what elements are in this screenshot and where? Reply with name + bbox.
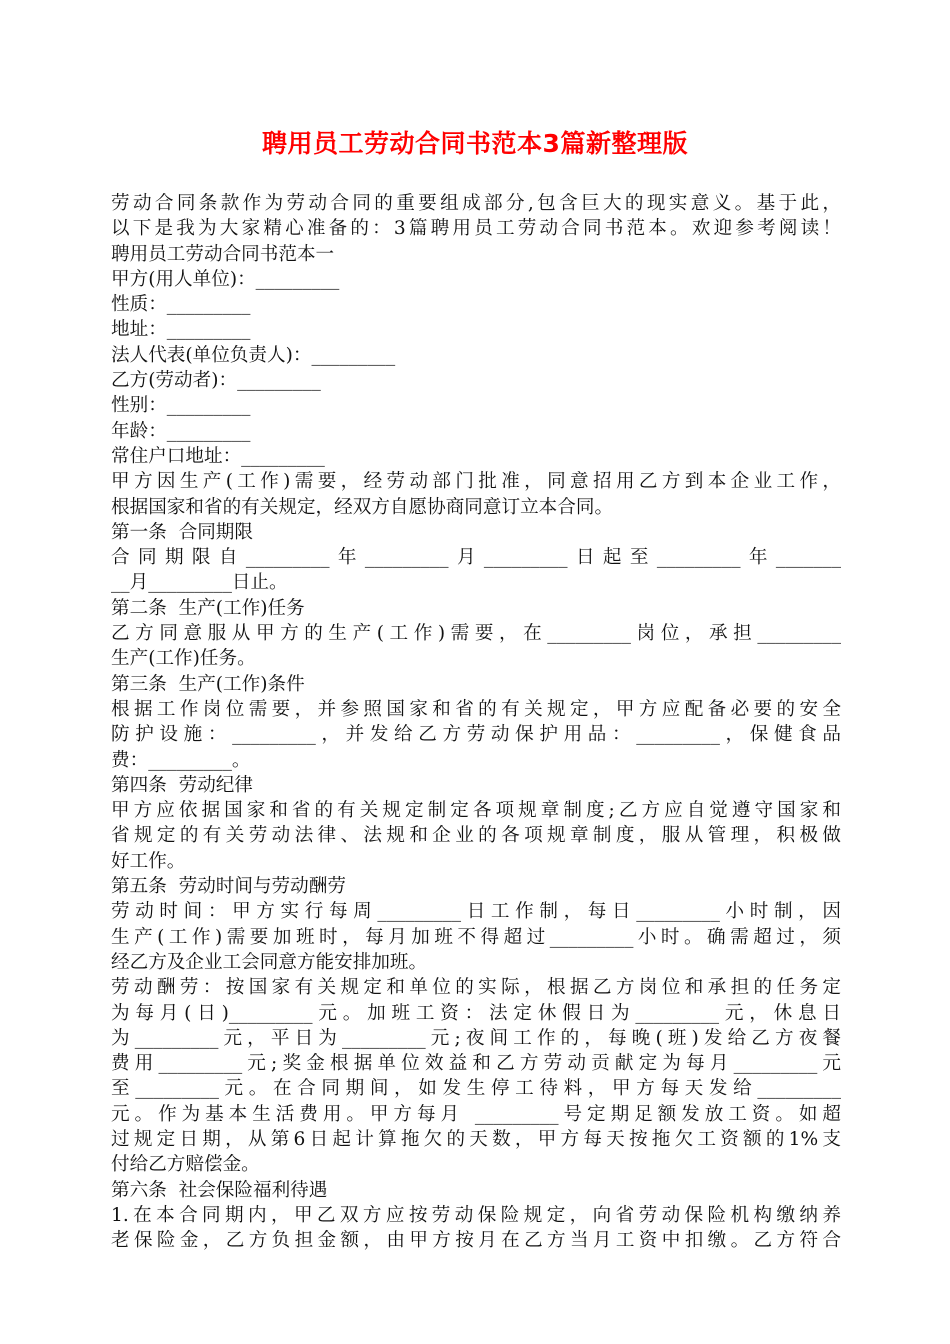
text-line: 乙方同意服从甲方的生产(工作)需要，在_________岗位，承担_________ (111, 623, 841, 645)
text-line: 为每月(日)_________元。加班工资：法定休假日为_________元，休息日 (111, 1002, 841, 1024)
text-line: 性质：_________ (111, 294, 251, 316)
text-line: 为_________元，平日为_________元;夜间工作的，每晚(班)发给乙方夜餐 (111, 1027, 841, 1049)
text-line: 乙方(劳动者)：_________ (111, 370, 321, 392)
text-line: 至_________元。在合同期间，如发生停工待料，甲方每天发给_________ (111, 1078, 841, 1100)
text-line: 法人代表(单位负责人)：_________ (111, 344, 396, 366)
text-line: 劳动合同条款作为劳动合同的重要组成部分,包含巨大的现实意义。基于此， (111, 193, 841, 214)
text-line: 过规定日期，从第6日起计算拖欠的天数，甲方每天按拖欠工资额的1%支 (111, 1128, 841, 1150)
text-line: 老保险金，乙方负担金额，由甲方按月在乙方当月工资中扣缴。乙方符合 (111, 1230, 841, 1252)
text-line: 经乙方及企业工会同意方能安排加班。 (111, 951, 428, 973)
text-line: 生产(工作)任务。 (111, 648, 256, 670)
text-line: 聘用员工劳动合同书范本一 (111, 243, 335, 265)
text-line: 甲方应依据国家和省的有关规定制定各项规章制度;乙方应自觉遵守国家和 (111, 800, 841, 822)
text-line: 付给乙方赔偿金。 (111, 1154, 260, 1176)
text-line: 第四条 劳动纪律 (111, 774, 253, 796)
text-line: 元。作为基本生活费用。甲方每月 _________号定期足额发放工资。如超 (111, 1103, 841, 1125)
text-line: 劳动时间：甲方实行每周_________日工作制，每日_________小时制，因 (111, 901, 841, 923)
text-line: __月_________日止。 (111, 572, 288, 594)
text-line: 生产(工作)需要加班时，每月加班不得超过_________小时。确需超过，须 (111, 926, 841, 948)
text-line: 好工作。 (111, 850, 186, 872)
text-line: 常住户口地址：_________ (111, 445, 325, 467)
text-line: 地址：_________ (111, 319, 251, 341)
text-line: 1.在本合同期内，甲乙双方应按劳动保险规定，向省劳动保险机构缴纳养 (111, 1204, 841, 1226)
text-line: 甲方(用人单位)：_________ (111, 268, 340, 290)
text-line: 甲方因生产(工作)需要，经劳动部门批准，同意招用乙方到本企业工作， (111, 471, 841, 493)
text-line: 第二条 生产(工作)任务 (111, 597, 305, 619)
text-line: 性别：_________ (111, 395, 251, 417)
text-line: 防护设施：_________，并发给乙方劳动保护用品：_________，保健食品 (111, 724, 841, 746)
text-line: 根据国家和省的有关规定，经双方自愿协商同意订立本合同。 (111, 496, 614, 518)
text-line: 费用_________元;奖金根据单位效益和乙方劳动贡献定为每月_________元 (111, 1053, 841, 1075)
text-line: 第一条 合同期限 (111, 521, 253, 543)
document-title: 聘用员工劳动合同书范本3篇新整理版 (262, 129, 688, 158)
text-line: 省规定的有关劳动法律、法规和企业的各项规章制度，服从管理，积极做 (111, 825, 841, 847)
text-line: 第五条 劳动时间与劳动酬劳 (111, 876, 346, 898)
document-body (111, 191, 841, 1253)
text-line: 年龄：_________ (111, 420, 251, 442)
text-line: 第三条 生产(工作)条件 (111, 673, 305, 695)
text-line: 费：_________。 (111, 749, 251, 771)
text-line: 第六条 社会保险福利待遇 (111, 1179, 328, 1201)
text-line: 根据工作岗位需要，并参照国家和省的有关规定，甲方应配备必要的安全 (111, 698, 841, 720)
text-line: 合同期限自_________年_________月_________日起至_________年_______ (111, 547, 841, 569)
text-line: 劳动酬劳：按国家有关规定和单位的实际，根据乙方岗位和承担的任务定 (111, 977, 841, 999)
text-line: 以下是我为大家精心准备的：3篇聘用员工劳动合同书范本。欢迎参考阅读！ (111, 218, 841, 240)
